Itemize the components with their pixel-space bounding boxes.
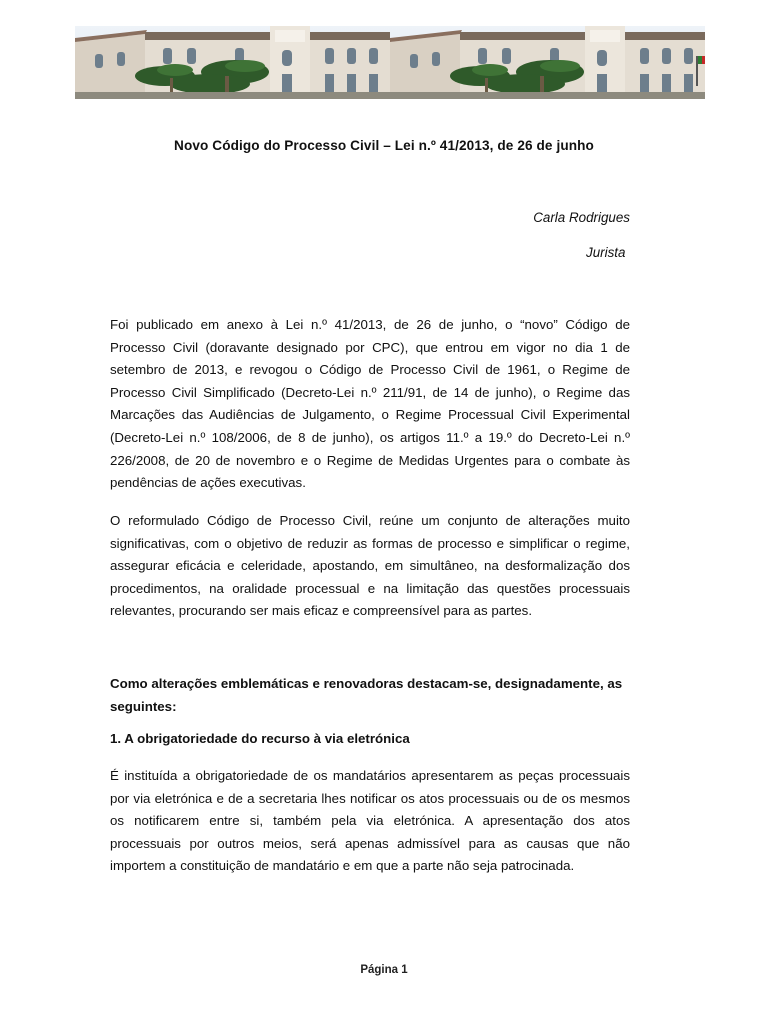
section-heading: 1. A obrigatoriedade do recurso à via eletrónica	[110, 731, 410, 746]
section-paragraph: É instituída a obrigatoriedade de os mandatários apresentarem as peças processuais por via eletrónica e de a secretaria lhes notificar os atos processuais ou de os mesmos os notificarem entre si, também pela via eletrónica. A apresentação dos atos processuais por outros meios, será apenas admissível para as causas que não importem a constituição de mandatário e em que a parte não seja patrocinada.	[110, 768, 630, 874]
author-name: Carla Rodrigues	[533, 210, 630, 225]
building-photo-right	[390, 26, 705, 99]
page-number: Página 1	[360, 964, 408, 976]
lead-text: Como alterações emblemáticas e renovadoras destacam-se, designadamente, as seguintes:	[110, 676, 623, 714]
paragraph-summary: O reformulado Código de Processo Civil, reúne um conjunto de alterações muito significativas, com o objetivo de reduzir as formas de processo e simplificar o regime, assegurar eficácia e celeridade, apostando, em simultâneo, na desformalização dos procedimentos, na oralidade processual e na limitação das questões processuais relevantes, procurando ser mais eficaz e compreensível para as partes.	[110, 513, 630, 619]
building-photo-left	[75, 26, 390, 99]
author-role: Jurista	[586, 245, 626, 260]
document-title: Novo Código do Processo Civil – Lei n.º 41/2013, de 26 de junho	[174, 138, 594, 153]
paragraph-intro: Foi publicado em anexo à Lei n.º 41/2013, de 26 de junho, o “novo” Código de Processo Civil (doravante designado por CPC), que entrou em vigor no dia 1 de setembro de 2013, e revogou o Código de Processo Civil de 1961, o Regime de Processo Civil Simplificado (Decreto-Lei n.º 211/91, de 14 de junho), o Regime das Marcações das Audiências de Julgamento, o Regime Processual Civil Experimental (Decreto-Lei n.º 108/2006, de 8 de junho), os artigos 11.º a 19.º do Decreto-Lei n.º 226/2008, de 20 de novembro e o Regime de Medidas Urgentes para o combate às pendências de ações executivas.	[110, 317, 630, 491]
header-banner-image	[75, 26, 705, 99]
